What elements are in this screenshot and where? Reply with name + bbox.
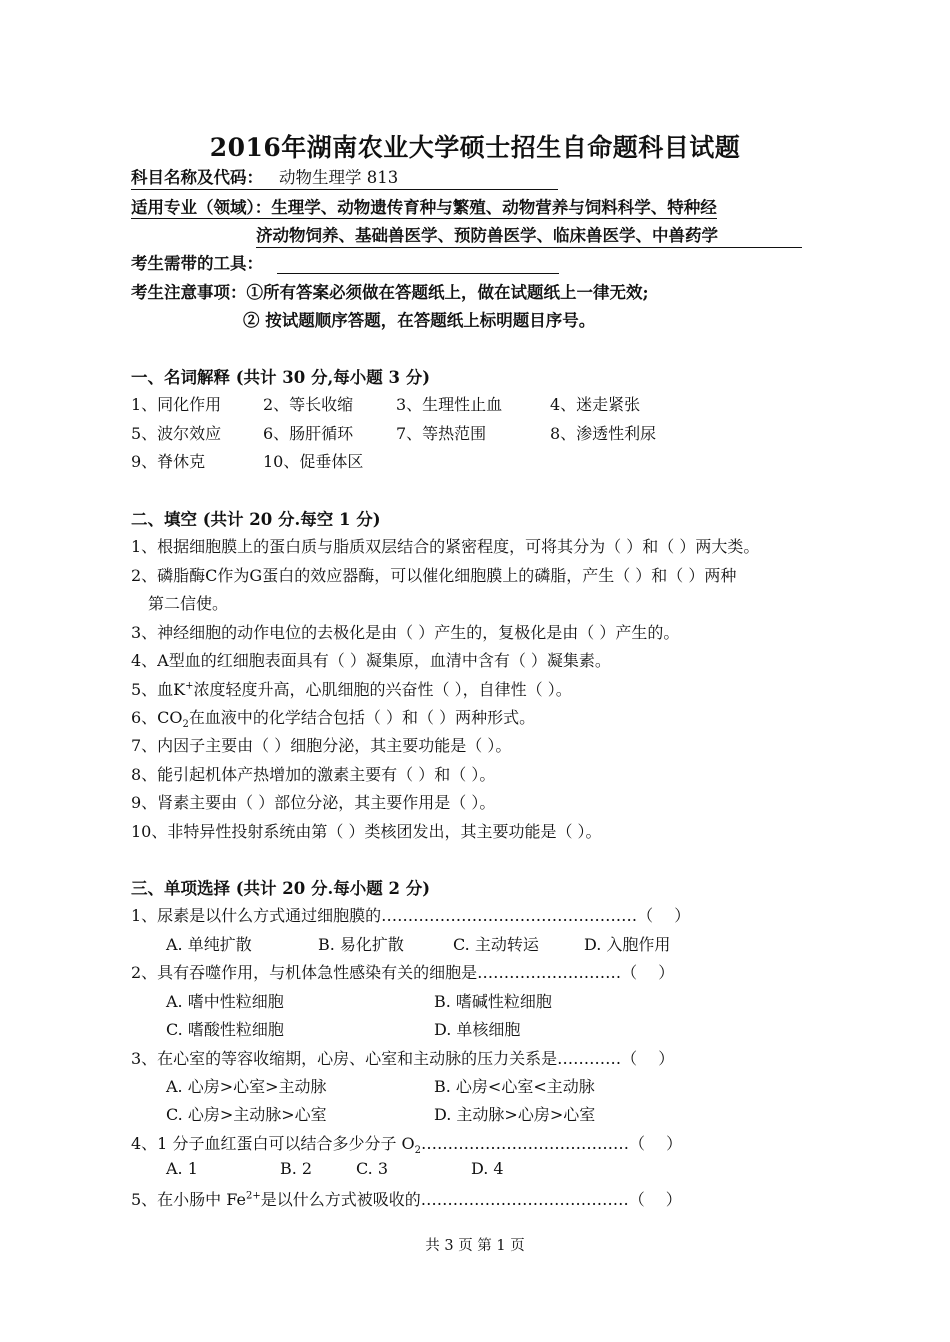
choice-q5: [131, 1187, 682, 1210]
option: D. 单核细胞: [434, 1020, 521, 1039]
note-2: ② 按试题顺序答题，在答题纸上标明题目序号。: [243, 311, 596, 330]
subject-label: 科目名称及代码：: [131, 168, 263, 187]
choice-q2-options-row2: [166, 1017, 766, 1041]
subject-value: 动物生理学 813: [279, 168, 399, 187]
page-footer: 共 3 页 第 1 页: [425, 1238, 525, 1254]
choice-q1-options: [166, 932, 766, 956]
term: 4、迷走紧张: [550, 395, 641, 414]
fill-q10: 10、非特异性投射系统由第（ ）类核团发出，其主要功能是（ ）。: [131, 822, 602, 841]
term: 2、等长收缩: [263, 395, 354, 414]
section2-title: 二、填空 (共计 20 分.每空 1 分): [131, 510, 381, 529]
fill-q6-b: 在血液中的化学结合包括（ ）和（ ）两种形式。: [188, 708, 536, 727]
fill-q6: [131, 705, 535, 730]
option: B. 2: [280, 1159, 313, 1178]
fill-q5-a: 5、血K: [131, 680, 186, 699]
fill-q2: 2、磷脂酶C作为G蛋白的效应器酶，可以催化细胞膜上的磷脂，产生（ ）和（ ）两种: [131, 566, 737, 585]
fill-q5-b: 浓度轻度升高，心肌细胞的兴奋性（ ），自律性（ ）。: [193, 680, 572, 699]
note-1: ①所有答案必须做在答题纸上，做在试题纸上一律无效;: [246, 283, 649, 302]
tools-blank: [277, 254, 559, 274]
subject-row: [131, 164, 558, 190]
major-label: 适用专业（领域）：: [131, 198, 272, 217]
term-row-2: [131, 421, 831, 445]
notes-label: 考生注意事项：: [131, 283, 247, 302]
term: 8、渗透性利尿: [550, 424, 657, 443]
option: D. 4: [471, 1159, 504, 1178]
subscript: 2: [182, 719, 189, 731]
choice-q4-options: [166, 1159, 766, 1183]
fill-q4: 4、A型血的红细胞表面具有（ ）凝集原，血清中含有（ ）凝集素。: [131, 651, 611, 670]
fill-q7: 7、内因子主要由（ ）细胞分泌，其主要功能是（ ）。: [131, 736, 512, 755]
option: C. 心房>主动脉>心室: [166, 1105, 327, 1124]
fill-q9: 9、肾素主要由（ ）部位分泌，其主要作用是（ ）。: [131, 793, 496, 812]
term-row-1: [131, 392, 831, 416]
subscript: 2: [414, 1145, 422, 1157]
term: 10、促垂体区: [263, 452, 364, 471]
fill-q6-a: 6、CO: [131, 708, 183, 727]
choice-q4-a: 4、1 分子血红蛋白可以结合多少分子 O: [131, 1134, 415, 1153]
option: C. 主动转运: [453, 935, 539, 954]
major-row: [131, 194, 717, 218]
page-title: 2016年湖南农业大学硕士招生自命题科目试题: [209, 133, 741, 162]
fill-q2-cont: 第二信使。: [148, 594, 229, 613]
tools-label: 考生需带的工具：: [131, 254, 263, 273]
choice-q1: 1、尿素是以什么方式通过细胞膜的…………………………………………（ ）: [131, 906, 691, 925]
fill-q5: [131, 677, 572, 700]
choice-q3-options-row1: [166, 1074, 766, 1098]
option: A. 心房>心室>主动脉: [166, 1077, 327, 1096]
option: A. 1: [166, 1159, 198, 1178]
major-line1: 生理学、动物遗传育种与繁殖、动物营养与饲料科学、特种经: [271, 198, 717, 217]
choice-q4: [131, 1131, 682, 1156]
major-line2: 济动物饲养、基础兽医学、预防兽医学、临床兽医学、中兽药学: [256, 226, 718, 245]
choice-q2: 2、具有吞噬作用，与机体急性感染有关的细胞是………………………（ ）: [131, 963, 675, 982]
fill-q3: 3、神经细胞的动作电位的去极化是由（ ）产生的，复极化是由（ ）产生的。: [131, 623, 680, 642]
option: C. 嗜酸性粒细胞: [166, 1020, 284, 1039]
option: B. 心房<心室<主动脉: [434, 1077, 595, 1096]
section1-title: 一、名词解释 (共计 30 分,每小题 3 分): [131, 368, 431, 387]
option: B. 易化扩散: [318, 935, 404, 954]
option: B. 嗜碱性粒细胞: [434, 992, 552, 1011]
option: A. 单纯扩散: [166, 935, 252, 954]
term-row-3: [131, 449, 831, 473]
term: 6、肠肝循环: [263, 424, 354, 443]
section3-title: 三、单项选择 (共计 20 分.每小题 2 分): [131, 879, 431, 898]
fill-q1: 1、根据细胞膜上的蛋白质与脂质双层结合的紧密程度，可将其分为（ ）和（ ）两大类。: [131, 537, 760, 556]
choice-q3-options-row2: [166, 1102, 766, 1126]
option: D. 入胞作用: [584, 935, 671, 954]
notes-row: [131, 279, 649, 303]
major-row-2: [256, 222, 802, 248]
term: 3、生理性止血: [396, 395, 503, 414]
term: 7、等热范围: [396, 424, 487, 443]
option: C. 3: [356, 1159, 389, 1178]
choice-q5-b: 是以什么方式被吸收的…………………………………（ ）: [260, 1190, 682, 1209]
choice-q4-b: …………………………………（ ）: [421, 1134, 683, 1153]
term: 9、脊休克: [131, 452, 206, 471]
option: A. 嗜中性粒细胞: [166, 992, 284, 1011]
term: 1、同化作用: [131, 395, 222, 414]
choice-q2-options-row1: [166, 989, 766, 1013]
choice-q3: 3、在心室的等容收缩期，心房、心室和主动脉的压力关系是…………（ ）: [131, 1049, 675, 1068]
term: 5、波尔效应: [131, 424, 222, 443]
superscript: +: [185, 680, 194, 692]
tools-row: [131, 250, 559, 274]
fill-q8: 8、能引起机体产热增加的激素主要有（ ）和（ ）。: [131, 765, 496, 784]
superscript: 2+: [245, 1190, 261, 1202]
choice-q5-a: 5、在小肠中 Fe: [131, 1190, 246, 1209]
option: D. 主动脉>心房>心室: [434, 1105, 596, 1124]
